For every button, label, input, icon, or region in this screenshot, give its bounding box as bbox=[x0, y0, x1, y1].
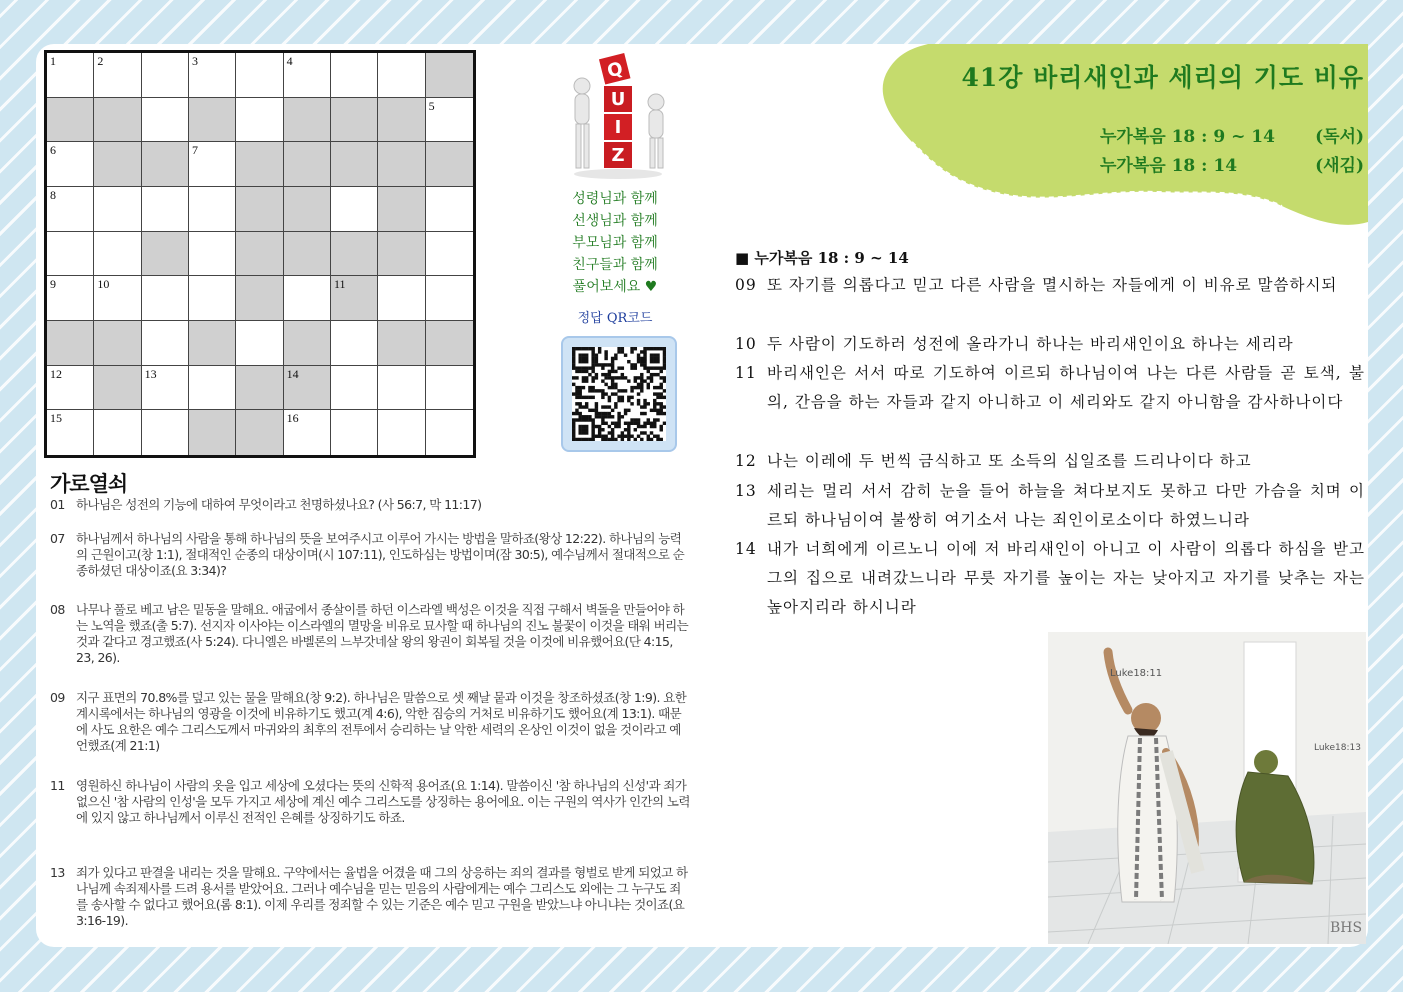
crossword-cell[interactable] bbox=[189, 53, 236, 98]
crossword-cell[interactable] bbox=[142, 53, 189, 98]
crossword-cell[interactable] bbox=[189, 366, 236, 411]
illustration-label-right: Luke18:13 bbox=[1314, 743, 1361, 753]
reference-text: 누가복음 18 : 14 bbox=[1100, 156, 1238, 176]
crossword-cell[interactable] bbox=[426, 98, 473, 143]
crossword-cell[interactable] bbox=[331, 410, 378, 455]
crossword-cell[interactable] bbox=[142, 321, 189, 366]
crossword-block-cell bbox=[94, 142, 141, 187]
crossword-cell[interactable] bbox=[94, 232, 141, 277]
crossword-block-cell bbox=[236, 366, 283, 411]
clue-item bbox=[50, 497, 690, 513]
clue-number-label: 10 bbox=[97, 277, 110, 292]
verse bbox=[735, 271, 1365, 300]
crossword-block-cell bbox=[331, 276, 378, 321]
crossword-cell[interactable] bbox=[47, 187, 94, 232]
clue-number-label: 16 bbox=[286, 411, 299, 426]
crossword-cell[interactable] bbox=[189, 142, 236, 187]
clue-number: 13 bbox=[50, 865, 65, 880]
reference-text: 누가복음 18 : 9 ~ 14 bbox=[1100, 127, 1275, 147]
encourage-line: 성령님과 함께 bbox=[572, 191, 658, 207]
clue-number-label: 9 bbox=[50, 277, 56, 292]
crossword-block-cell bbox=[236, 187, 283, 232]
crossword-block-cell bbox=[284, 187, 331, 232]
clue-number-label: 6 bbox=[50, 143, 56, 158]
verse-text: 나는 이레에 두 번씩 금식하고 또 소득의 십일조를 드리나이다 하고 bbox=[767, 452, 1252, 470]
encourage-line: 풀어보세요 bbox=[572, 279, 641, 295]
crossword-cell[interactable] bbox=[378, 276, 425, 321]
crossword-cell[interactable] bbox=[47, 276, 94, 321]
verse-text: 두 사람이 기도하러 성전에 올라가니 하나는 바리새인이요 하나는 세리라 bbox=[767, 335, 1294, 353]
crossword-cell[interactable] bbox=[47, 366, 94, 411]
reference-tag: (새김) bbox=[1315, 156, 1364, 176]
verse-number: 14 bbox=[735, 540, 757, 558]
crossword-cell[interactable] bbox=[189, 187, 236, 232]
clue-text: 영원하신 하나님이 사람의 옷을 입고 세상에 오셨다는 뜻의 신학적 용어죠(요 1:14). 말씀이신 '참 하나님의 신성'과 죄가 없으신 '참 사람의 인성'을 모두 가지고 세상에 계신 예수 그리스도를 상징하는 용어에요. 이는 구원의 역사가 인간의 노력에 있지 않고 하나님께서 이루신 전적인 은혜를 상징하기도 하죠. bbox=[76, 778, 690, 825]
crossword-block-cell bbox=[189, 410, 236, 455]
across-clues-title: 가로열쇠 bbox=[50, 472, 128, 496]
crossword-cell[interactable] bbox=[284, 53, 331, 98]
crossword-cell[interactable] bbox=[94, 187, 141, 232]
crossword-cell[interactable] bbox=[331, 53, 378, 98]
verse-text: 세리는 멀리 서서 감히 눈을 들어 하늘을 쳐다보지도 못하고 다만 가슴을 치며 이르되 하나님이여 불쌍히 여기소서 나는 죄인이로소이다 하였느니라 bbox=[767, 482, 1365, 529]
crossword-cell[interactable] bbox=[236, 321, 283, 366]
crossword-block-cell bbox=[378, 321, 425, 366]
verse-text: 내가 너희에게 이르노니 이에 저 바리새인이 아니고 이 사람이 의롭다 하심을 받고 그의 집으로 내려갔느니라 무릇 자기를 높이는 자는 낮아지고 자기를 낮추는 자는 높아지리라 하시니라 bbox=[767, 540, 1365, 616]
clue-number-label: 12 bbox=[50, 366, 62, 381]
clue-text: 하나님은 성전의 기능에 대하여 무엇이라고 천명하셨나요? (사 56:7, 막 11:17) bbox=[76, 497, 482, 512]
reference-tag: (독서) bbox=[1315, 127, 1364, 147]
crossword-block-cell bbox=[284, 232, 331, 277]
clue-number-label: 3 bbox=[192, 54, 198, 68]
crossword-block-cell bbox=[236, 232, 283, 277]
encouragement-text bbox=[560, 188, 670, 298]
crossword-block-cell bbox=[94, 321, 141, 366]
heart-icon: ♥ bbox=[644, 279, 658, 295]
crossword-block-cell bbox=[378, 232, 425, 277]
crossword-cell[interactable] bbox=[426, 187, 473, 232]
qr-code-icon bbox=[572, 347, 666, 441]
clue-item bbox=[50, 602, 690, 666]
crossword-cell[interactable] bbox=[331, 321, 378, 366]
crossword-cell[interactable] bbox=[331, 366, 378, 411]
answer-qr-label: 정답 QR코드 bbox=[577, 311, 653, 326]
crossword-block-cell bbox=[236, 410, 283, 455]
crossword-cell[interactable] bbox=[426, 366, 473, 411]
clue-item bbox=[50, 865, 690, 929]
crossword-block-cell bbox=[378, 98, 425, 143]
clue-text: 나무나 풀로 베고 남은 밑동을 말해요. 애굽에서 종살이를 하던 이스라엘 백성은 이것을 직접 구해서 벽돌을 만들어야 하는 노역을 했죠(출 5:7). 선지자 이사야는 이스라엘의 멸망을 비유로 묘사할 때 하나님의 진노 불꽃이 이것을 태워 버리는 것과 같다고 경고했죠(사 5:24). 다니엘은 바벨론의 느부갓네살 왕의 왕권이 회복될 것을 이것에 비유했어요(단 4:15, 23, 26). bbox=[76, 602, 689, 665]
crossword-cell[interactable] bbox=[47, 410, 94, 455]
verse-text: 바리새인은 서서 따로 기도하여 이르되 하나님이여 나는 다른 사람들 곧 토색, 불의, 간음을 하는 자들과 같지 아니하고 이 세리와도 같지 아니함을 감사하나이다 bbox=[767, 364, 1365, 411]
verse-text: 또 자기를 의롭다고 믿고 다른 사람을 멸시하는 자들에게 이 비유로 말씀하시되 bbox=[767, 276, 1338, 294]
clue-item bbox=[50, 531, 690, 579]
crossword-cell[interactable] bbox=[47, 142, 94, 187]
crossword-cell[interactable] bbox=[47, 232, 94, 277]
crossword-block-cell bbox=[142, 232, 189, 277]
clue-number: 08 bbox=[50, 602, 65, 617]
crossword-cell[interactable] bbox=[142, 187, 189, 232]
crossword-cell[interactable] bbox=[142, 98, 189, 143]
crossword-block-cell bbox=[142, 142, 189, 187]
encourage-line: 친구들과 함께 bbox=[572, 257, 658, 273]
clue-text: 하나님께서 하나님의 사람을 통해 하나님의 뜻을 보여주시고 이루어 가시는 방법을 말하죠(왕상 12:22). 하나님의 능력의 근원이고(창 1:1), 절대적인 순종의 대상이며(시 107:11), 인도하심는 방법이며(잠 30:5), 예수님께서 절대적으로 순종하셨던 대상이죠(요 3:34)? bbox=[76, 531, 685, 578]
crossword-block-cell bbox=[189, 98, 236, 143]
crossword-block-cell bbox=[378, 187, 425, 232]
crossword-cell[interactable] bbox=[331, 187, 378, 232]
verse bbox=[735, 535, 1365, 622]
pharisee-and-tax-collector-illustration bbox=[1048, 632, 1366, 944]
crossword-cell[interactable] bbox=[426, 232, 473, 277]
clue-number-label: 8 bbox=[50, 188, 56, 202]
clue-number-label: 14 bbox=[286, 366, 299, 381]
crossword-cell[interactable] bbox=[426, 276, 473, 321]
clue-text: 죄가 있다고 판결을 내리는 것을 말해요. 구약에서는 율법을 어겼을 때 그의 상응하는 죄의 결과를 형벌로 받게 되었고 하나님께 속죄제사를 드려 용서를 받았어요. 그러나 예수님을 믿는 믿음의 사람에게는 예수 그리스도 외에는 그 누구도 죄를 송사할 수 없다고 했어요(롬 8:1). 이제 우리를 정죄할 수 있는 기준은 예수 믿고 구원을 받았느냐 아니냐는 것이죠(요 3:16-19). bbox=[76, 865, 688, 928]
clue-item bbox=[50, 778, 690, 826]
verse bbox=[735, 477, 1365, 535]
crossword-cell[interactable] bbox=[378, 366, 425, 411]
illustration-label-left: Luke18:11 bbox=[1110, 668, 1163, 679]
crossword-block-cell bbox=[94, 366, 141, 411]
crossword-cell[interactable] bbox=[378, 53, 425, 98]
crossword-cell[interactable] bbox=[426, 410, 473, 455]
verse-number: 11 bbox=[735, 364, 757, 382]
crossword-cell[interactable] bbox=[47, 53, 94, 98]
crossword-block-cell bbox=[94, 98, 141, 143]
crossword-cell[interactable] bbox=[142, 276, 189, 321]
crossword-cell[interactable] bbox=[94, 276, 141, 321]
crossword-cell[interactable] bbox=[236, 53, 283, 98]
verse-number: 10 bbox=[735, 335, 757, 353]
verse-number: 12 bbox=[735, 452, 757, 470]
encourage-line: 선생님과 함께 bbox=[572, 213, 658, 229]
crossword-cell[interactable] bbox=[236, 98, 283, 143]
clue-number-label: 11 bbox=[334, 277, 346, 292]
verse-number: 13 bbox=[735, 482, 757, 500]
quiz-letter-u: U bbox=[610, 89, 626, 110]
crossword-block-cell bbox=[426, 142, 473, 187]
encourage-line: 부모님과 함께 bbox=[572, 235, 658, 251]
crossword-block-cell bbox=[284, 321, 331, 366]
clue-number: 07 bbox=[50, 531, 65, 546]
answer-qr-code[interactable] bbox=[561, 336, 677, 452]
crossword-block-cell bbox=[378, 142, 425, 187]
crossword-block-cell bbox=[47, 321, 94, 366]
crossword-block-cell bbox=[426, 53, 473, 98]
crossword-grid bbox=[44, 50, 476, 458]
quiz-letter-z: Z bbox=[611, 145, 625, 166]
crossword-block-cell bbox=[236, 276, 283, 321]
crossword-cell[interactable] bbox=[378, 410, 425, 455]
encourage-line-last bbox=[560, 276, 670, 298]
illustration-signature: BHS bbox=[1330, 920, 1363, 936]
crossword-cell[interactable] bbox=[94, 410, 141, 455]
crossword-block-cell bbox=[284, 98, 331, 143]
clue-number-label: 13 bbox=[144, 366, 157, 381]
clue-item bbox=[50, 690, 690, 754]
verse bbox=[735, 447, 1365, 476]
crossword-block-cell bbox=[331, 142, 378, 187]
clue-number: 09 bbox=[50, 690, 65, 705]
crossword-cell[interactable] bbox=[284, 410, 331, 455]
verse bbox=[735, 359, 1365, 417]
crossword-block-cell bbox=[284, 142, 331, 187]
crossword-block-cell bbox=[426, 321, 473, 366]
crossword-block-cell bbox=[47, 98, 94, 143]
clue-number-label: 1 bbox=[50, 54, 56, 68]
clue-number-label: 5 bbox=[428, 98, 435, 113]
quiz-letter-q: Q bbox=[605, 58, 626, 83]
crossword-block-cell bbox=[331, 98, 378, 143]
clue-number-label: 4 bbox=[286, 54, 293, 68]
clue-number-label: 15 bbox=[50, 411, 62, 426]
crossword-block-cell bbox=[331, 232, 378, 277]
verse-number: 09 bbox=[735, 276, 757, 294]
crossword-block-cell bbox=[284, 366, 331, 411]
verse bbox=[735, 330, 1365, 359]
clue-text: 지구 표면의 70.8%를 덮고 있는 물을 말해요(창 9:2). 하나님은 말씀으로 셋 째날 뭍과 이것을 창조하셨죠(창 1:9). 요한계시록에서는 하나님의 영광을 이것에 비유하기도 했고(계 4:6), 악한 짐승의 거처로 비유하기도 했어요(계 13:1). 때문에 사도 요한은 예수 그리스도께서 마귀와의 최후의 전투에서 승리하는 날 악한 세력의 온상인 이것이 없을 것이라고 예언했죠(계 21:1) bbox=[76, 690, 687, 753]
quiz-blocks-illustration bbox=[566, 52, 670, 180]
crossword-block-cell bbox=[189, 321, 236, 366]
crossword-cell[interactable] bbox=[284, 276, 331, 321]
clue-number-label: 7 bbox=[192, 143, 198, 158]
crossword-block-cell bbox=[236, 142, 283, 187]
crossword-cell[interactable] bbox=[142, 410, 189, 455]
crossword-cell[interactable] bbox=[189, 276, 236, 321]
passage-heading: ■ 누가복음 18 : 9 ~ 14 bbox=[735, 249, 909, 267]
clue-number: 11 bbox=[50, 778, 65, 793]
clue-number-label: 2 bbox=[97, 54, 104, 68]
crossword-cell[interactable] bbox=[189, 232, 236, 277]
lesson-title: 41강 바리새인과 세리의 기도 비유 bbox=[961, 63, 1364, 92]
crossword-cell[interactable] bbox=[94, 53, 141, 98]
clue-number: 01 bbox=[50, 497, 65, 512]
crossword-cell[interactable] bbox=[142, 366, 189, 411]
quiz-letter-i: I bbox=[614, 117, 622, 138]
